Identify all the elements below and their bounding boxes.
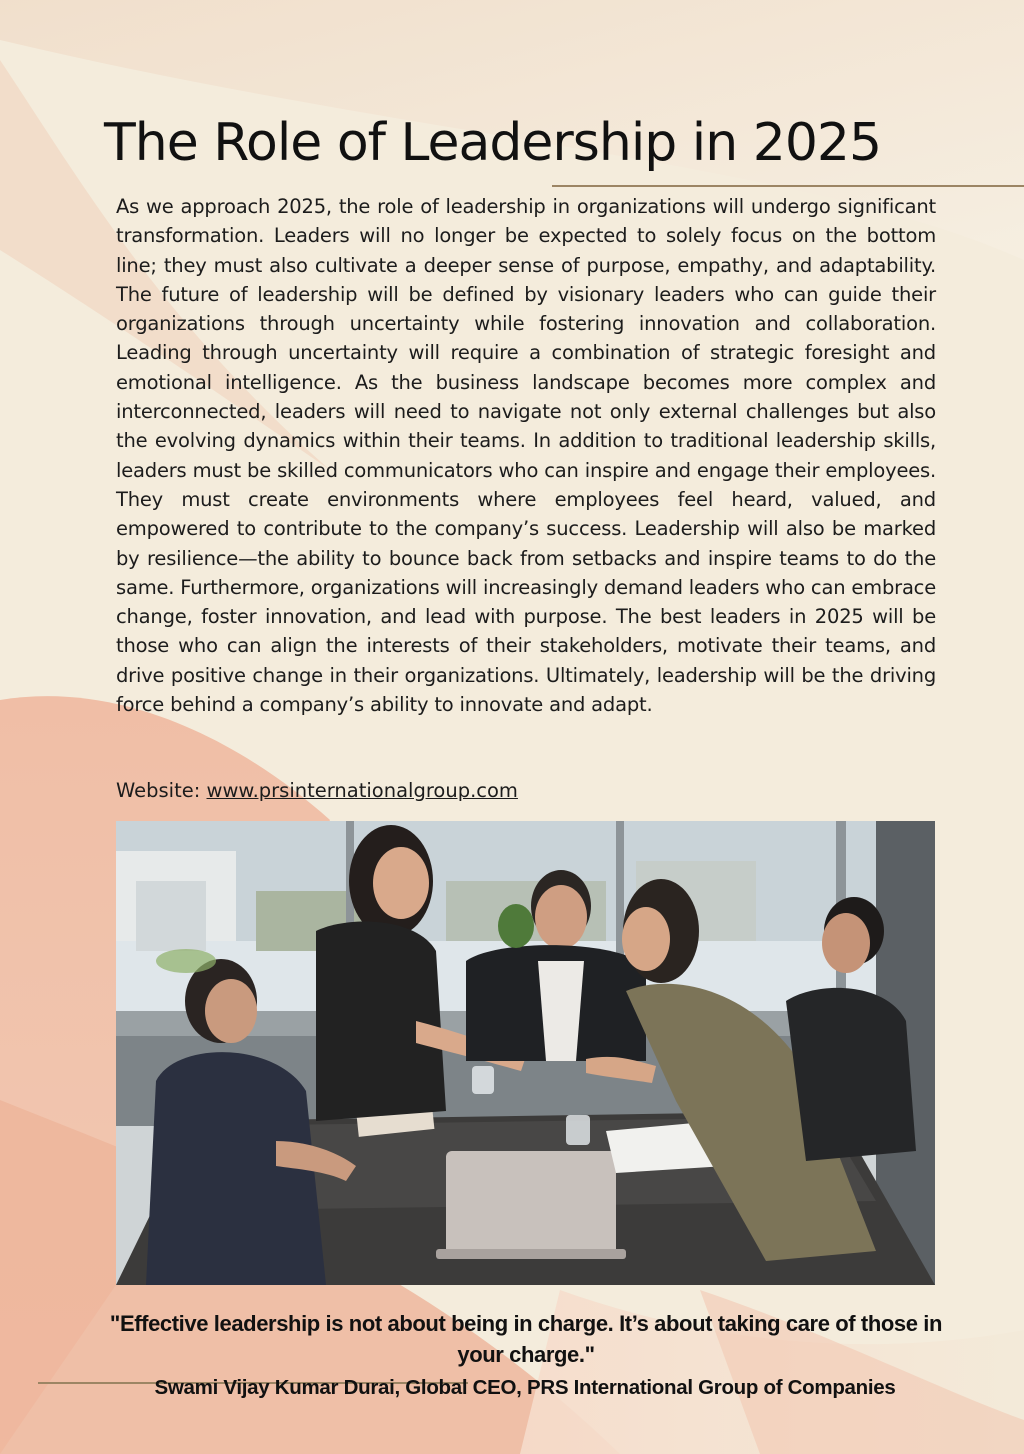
quote-attribution: Swami Vijay Kumar Durai, Global CEO, PRS International Group of Companies [154,1376,896,1399]
quote-text: "Effective leadership is not about being in charge. It’s about taking care of those in your charge." [109,1311,943,1367]
website-link[interactable]: www.prsinternationalgroup.com [206,779,518,802]
meeting-photo [116,821,935,1285]
page-title: The Role of Leadership in 2025 [104,113,882,173]
website-label: Website: [116,779,207,802]
body-paragraph: As we approach 2025, the role of leadership in organizations will undergo significant transformation. Leaders will no longer be expected to solely focus on the bottom line; they must also cultivate a deeper sense of purpose, empathy, and adaptability. The future of leadership will be defined by visionary leaders who can guide their organizations through uncertainty while fostering innovation and collaboration. Leading through uncertainty will require a combination of strategic foresight and emotional intelligence. As the business landscape becomes more complex and interconnected, leaders will need to navigate not only external challenges but also the evolving dynamics within their teams. In addition to traditional leadership skills, leaders must be skilled communicators who can inspire and engage their employees. They must create environments where employees feel heard, valued, and empowered to contribute to the company’s success. Leadership will also be marked by resilience—the ability to bounce back from setbacks and inspire teams to do the same. Furthermore, organizations will increasingly demand leaders who can embrace change, foster innovation, and lead with purpose. The best leaders in 2025 will be those who can align the interests of their stakeholders, motivate their teams, and drive positive change in their organizations. Ultimately, leadership will be the driving force behind a company’s ability to innovate and adapt. [116,195,937,717]
title-divider [552,185,1024,187]
website-line [116,776,936,805]
